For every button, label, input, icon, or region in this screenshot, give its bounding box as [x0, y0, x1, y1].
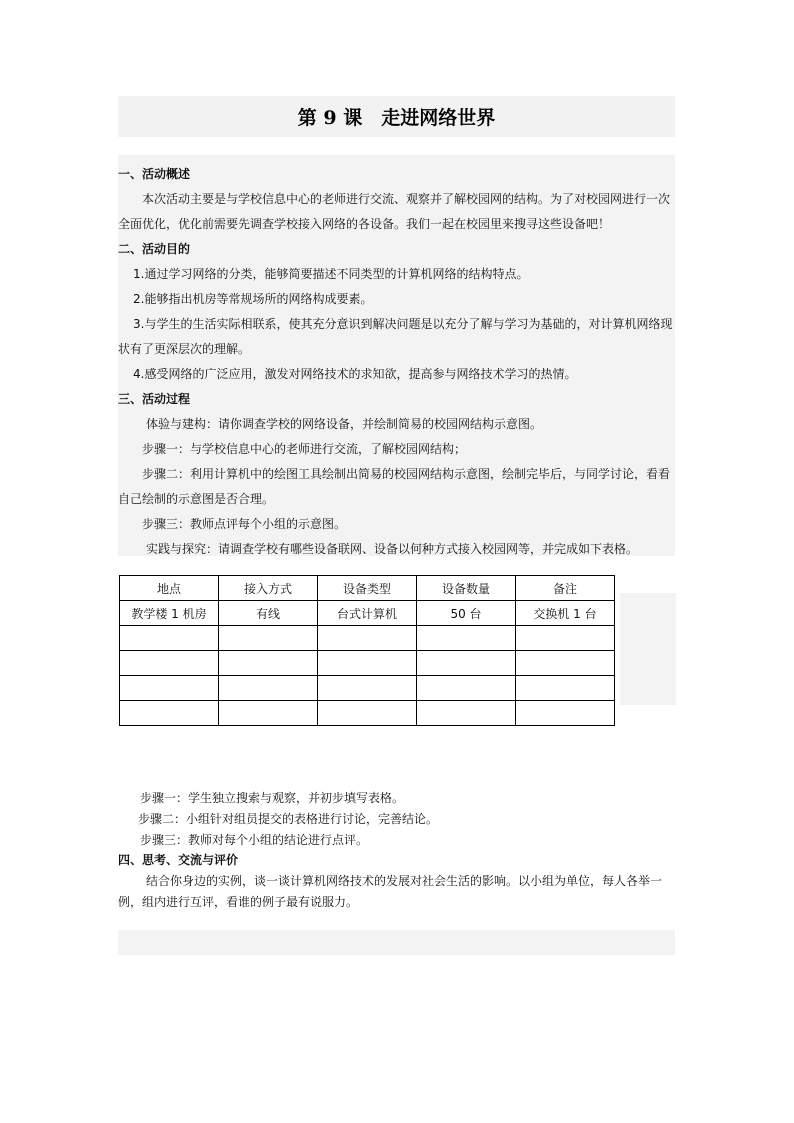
section-heading-overview: 一、活动概述: [118, 167, 191, 181]
header-location: 地点: [120, 576, 219, 601]
empty-cell[interactable]: [120, 701, 219, 726]
empty-cell[interactable]: [417, 651, 516, 676]
followup-step-1: 步骤一：学生独立搜索与观察，并初步填写表格。: [140, 791, 405, 805]
section-heading-process: 三、活动过程: [118, 392, 191, 406]
header-device-type: 设备类型: [318, 576, 417, 601]
empty-cell[interactable]: [219, 651, 318, 676]
purpose-item-1: 1.通过学习网络的分类，能够简要描述不同类型的计算机网络的结构特点。: [133, 267, 529, 281]
empty-cell[interactable]: [417, 626, 516, 651]
empty-cell[interactable]: [516, 701, 615, 726]
table-row-empty: [120, 626, 615, 651]
survey-table: [119, 575, 615, 726]
table-row-empty: [120, 676, 615, 701]
footer-background: [118, 930, 675, 955]
section-heading-purpose: 二、活动目的: [118, 242, 191, 256]
cell-location: 教学楼 1 机房: [120, 601, 219, 626]
empty-cell[interactable]: [120, 676, 219, 701]
section-heading-reflection: 四、思考、交流与评价: [118, 853, 239, 867]
empty-cell[interactable]: [120, 626, 219, 651]
purpose-item-4: 4.感受网络的广泛应用，激发对网络技术的求知欲，提高参与网络技术学习的热情。: [133, 367, 577, 381]
process-step-3: 步骤三：教师点评每个小组的示意图。: [142, 517, 347, 531]
cell-access-method: 有线: [219, 601, 318, 626]
table-row-empty: [120, 651, 615, 676]
empty-cell[interactable]: [417, 676, 516, 701]
overview-paragraph: 本次活动主要是与学校信息中心的老师进行交流、观察并了解校园网的结构。为了对校园网进行一次全面优化，优化前需要先调查学校接入网络的各设备。我们一起在校园里来搜寻这些设备吧！: [118, 192, 671, 231]
practice-instruction: 实践与探究：请调查学校有哪些设备联网、设备以何种方式接入校园网等，并完成如下表格。: [146, 542, 639, 556]
cell-notes: 交换机 1 台: [516, 601, 615, 626]
empty-cell[interactable]: [318, 701, 417, 726]
purpose-item-2: 2.能够指出机房等常规场所的网络构成要素。: [133, 292, 373, 306]
process-intro: 体验与建构：请你调查学校的网络设备，并绘制简易的校园网结构示意图。: [146, 417, 543, 431]
empty-cell[interactable]: [219, 676, 318, 701]
cell-device-type: 台式计算机: [318, 601, 417, 626]
header-notes: 备注: [516, 576, 615, 601]
table-row: [120, 601, 615, 626]
page-title: 第 9 课 走进网络世界: [118, 96, 675, 137]
empty-cell[interactable]: [219, 701, 318, 726]
empty-cell[interactable]: [516, 676, 615, 701]
table-header-row: [120, 576, 615, 601]
table-row-empty: [120, 701, 615, 726]
empty-cell[interactable]: [318, 676, 417, 701]
empty-cell[interactable]: [516, 651, 615, 676]
followup-step-2: 步骤二：小组针对组员提交的表格进行讨论，完善结论。: [138, 812, 439, 826]
empty-cell[interactable]: [318, 651, 417, 676]
empty-cell[interactable]: [417, 701, 516, 726]
followup-step-3: 步骤三：教师对每个小组的结论进行点评。: [140, 833, 369, 847]
empty-cell[interactable]: [120, 651, 219, 676]
reflection-paragraph: 结合你身边的实例，谈一谈计算机网络技术的发展对社会生活的影响。以小组为单位，每人各举一例，组内进行互评，看谁的例子最有说服力。: [118, 874, 663, 909]
process-step-1: 步骤一：与学校信息中心的老师进行交流，了解校园网结构；: [142, 442, 467, 456]
empty-cell[interactable]: [516, 626, 615, 651]
empty-cell[interactable]: [219, 626, 318, 651]
side-background: [620, 593, 676, 705]
empty-cell[interactable]: [318, 626, 417, 651]
purpose-item-3: 3.与学生的生活实际相联系，使其充分意识到解决问题是以充分了解与学习为基础的，对计算机网络现状有了更深层次的理解。: [118, 317, 673, 356]
process-step-2: 步骤二：利用计算机中的绘图工具绘制出简易的校园网结构示意图，绘制完毕后，与同学讨论，看看自己绘制的示意图是否合理。: [118, 467, 671, 506]
header-access-method: 接入方式: [219, 576, 318, 601]
cell-device-count: 50 台: [417, 601, 516, 626]
header-device-count: 设备数量: [417, 576, 516, 601]
